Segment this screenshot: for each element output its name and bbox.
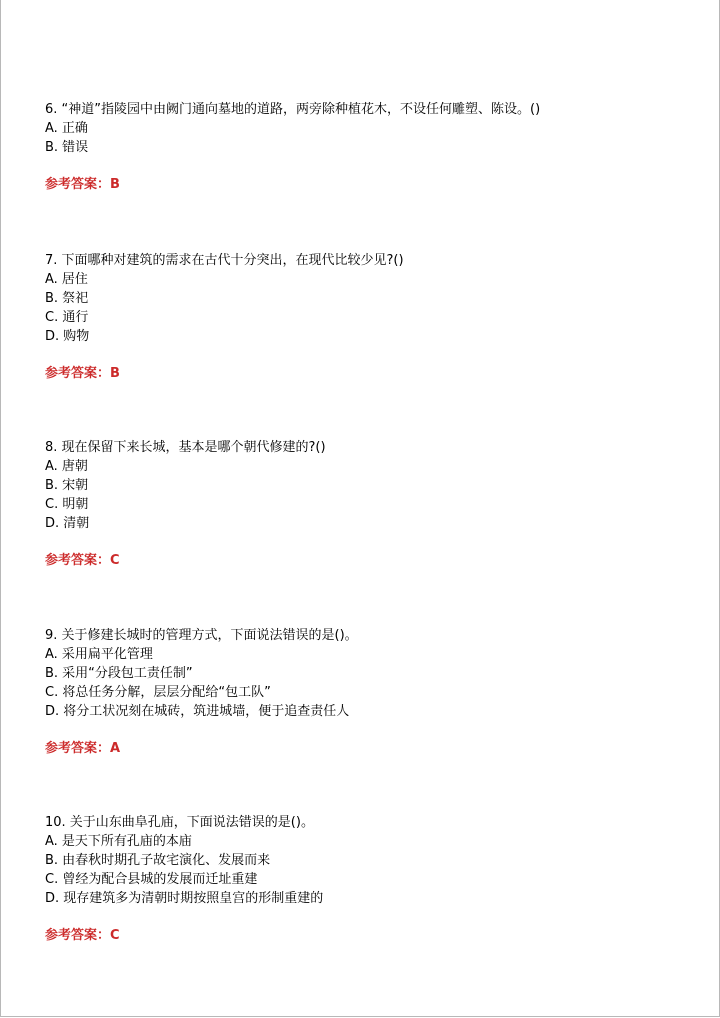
- option-d: D. 清朝: [45, 516, 90, 531]
- option-a: A. 正确: [45, 121, 88, 136]
- reference-answer: 参考答案：B: [45, 366, 120, 381]
- option-a: A. 居住: [45, 272, 88, 287]
- reference-answer: 参考答案：C: [45, 553, 120, 568]
- option-d: D. 现存建筑多为清朝时期按照皇宫的形制重建的: [45, 891, 324, 906]
- option-a: A. 采用扁平化管理: [45, 647, 153, 662]
- reference-answer: 参考答案：B: [45, 177, 120, 192]
- reference-answer: 参考答案：C: [45, 928, 120, 943]
- question-8: [45, 438, 685, 571]
- question-stem: 8. 现在保留下来长城，基本是哪个朝代修建的?(): [45, 440, 326, 455]
- option-a: A. 是天下所有孔庙的本庙: [45, 834, 192, 849]
- option-b: B. 宋朝: [45, 478, 89, 493]
- option-b: B. 采用“分段包工责任制”: [45, 666, 193, 681]
- question-stem: 6. “神道”指陵园中由阙门通向墓地的道路，两旁除种植花木，不设任何雕塑、陈设。(): [45, 102, 541, 117]
- question-7: [45, 251, 685, 384]
- option-c: C. 明朝: [45, 497, 89, 512]
- option-c: C. 通行: [45, 310, 89, 325]
- option-b: B. 错误: [45, 140, 89, 155]
- option-b: B. 由春秋时期孔子故宅演化、发展而来: [45, 853, 271, 868]
- option-c: C. 将总任务分解，层层分配给“包工队”: [45, 685, 271, 700]
- option-c: C. 曾经为配合县城的发展而迁址重建: [45, 872, 258, 887]
- option-d: D. 将分工状况刻在城砖，筑进城墙，便于追查责任人: [45, 704, 350, 719]
- question-stem: 10. 关于山东曲阜孔庙，下面说法错误的是()。: [45, 815, 314, 830]
- question-stem: 9. 关于修建长城时的管理方式，下面说法错误的是()。: [45, 628, 358, 643]
- option-d: D. 购物: [45, 329, 90, 344]
- question-stem: 7. 下面哪种对建筑的需求在古代十分突出，在现代比较少见?(): [45, 253, 404, 268]
- question-9: [45, 626, 685, 759]
- question-6: [45, 100, 685, 195]
- option-a: A. 唐朝: [45, 459, 88, 474]
- option-b: B. 祭祀: [45, 291, 89, 306]
- question-10: [45, 813, 685, 946]
- reference-answer: 参考答案：A: [45, 741, 121, 756]
